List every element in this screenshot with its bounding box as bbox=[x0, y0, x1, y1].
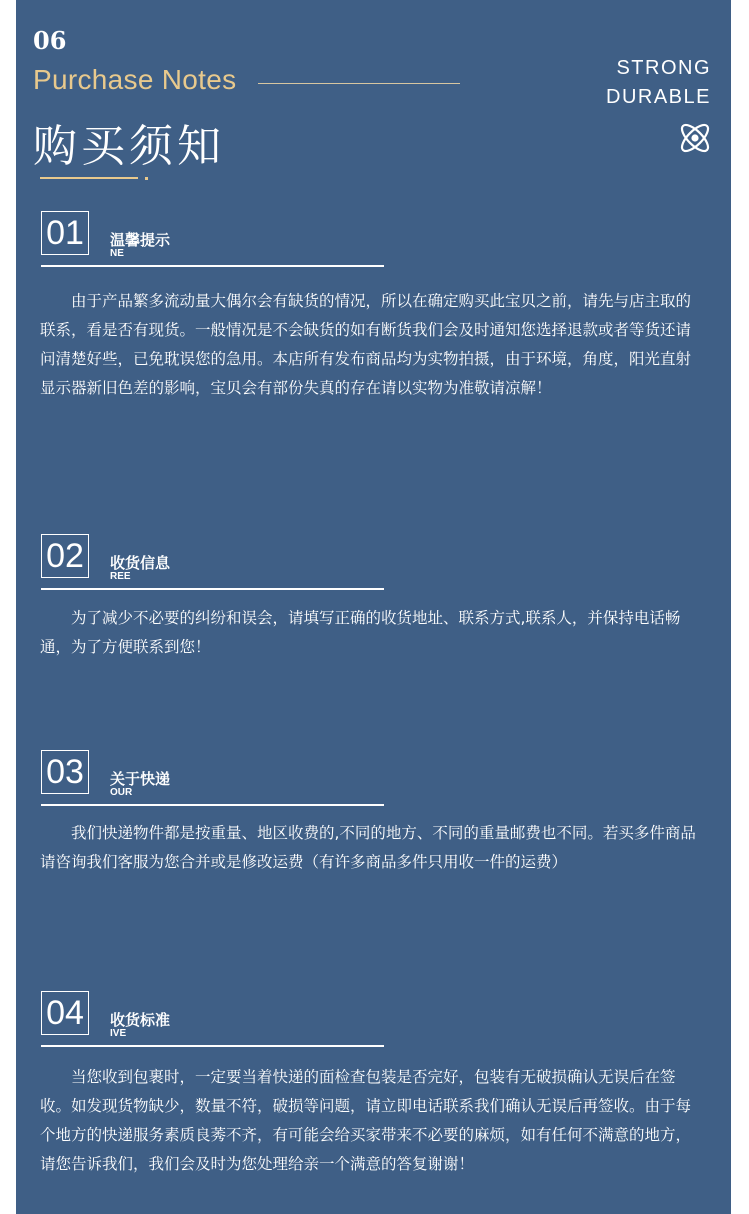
title-divider bbox=[258, 83, 460, 84]
section-title: 收货信息 bbox=[110, 554, 171, 572]
tagline-strong: STRONG bbox=[616, 57, 711, 79]
section-text: 为了减少不必要的纠纷和误会，请填写正确的收货地址、联系方式,联系人，并保持电话畅通，为了方便联系到您！ bbox=[40, 609, 681, 656]
section-subtitle: OUR bbox=[110, 787, 133, 798]
section-text: 由于产品繁多流动量大偶尔会有缺货的情况，所以在确定购买此宝贝之前，请先与店主取的联系，看是否有现货。一般情况是不会缺货的如有断货我们会及时通知您选择退款或者等货还请问清楚好些，已免耽误您的急用。本店所有发布商品均为实物拍摄，由于环境，角度，阳光直射显示器新旧色差的影响，宝贝会有部份失真的存在请以实物为准敬请凉解！ bbox=[40, 292, 692, 397]
section-underline bbox=[41, 1045, 384, 1047]
english-title: Purchase Notes bbox=[33, 64, 237, 95]
section-title: 关于快递 bbox=[110, 770, 171, 788]
section-number-box: 04 bbox=[41, 991, 89, 1035]
section-subtitle: NE bbox=[110, 248, 124, 259]
section-number-box: 02 bbox=[41, 534, 89, 578]
section-number: 06 bbox=[33, 26, 67, 55]
section-number-box: 03 bbox=[41, 750, 89, 794]
section-number-box: 01 bbox=[41, 211, 89, 255]
tagline bbox=[606, 54, 711, 112]
section-underline bbox=[41, 588, 384, 590]
section-title: 收货标准 bbox=[110, 1011, 171, 1029]
section-underline bbox=[41, 804, 384, 806]
tagline-durable: DURABLE bbox=[606, 86, 711, 108]
section-title: 温馨提示 bbox=[110, 231, 171, 249]
section-text: 我们快递物件都是按重量、地区收费的,不同的地方、不同的重量邮费也不同。若买多件商品请咨询我们客服为您合并或是修改运费（有许多商品多件只用收一件的运费） bbox=[40, 824, 696, 871]
section-underline bbox=[41, 265, 384, 267]
accent-dot bbox=[145, 177, 148, 180]
section-text: 当您收到包裹时，一定要当着快递的面检查包装是否完好，包装有无破损确认无误后在签收。如发现货物缺少，数量不符，破损等问题，请立即电话联系我们确认无误后再签收。由于每个地方的快递服务素质良莠不齐，有可能会给买家带来不必要的麻烦，如有任何不满意的地方，请您告诉我们，我们会及时为您处理给亲一个满意的答复谢谢！ bbox=[40, 1068, 692, 1173]
page-title: 购买须知 bbox=[33, 121, 225, 172]
atom-icon bbox=[675, 118, 715, 158]
section-subtitle: IVE bbox=[110, 1028, 127, 1039]
section-subtitle: REE bbox=[110, 571, 131, 582]
accent-underline bbox=[40, 177, 138, 179]
